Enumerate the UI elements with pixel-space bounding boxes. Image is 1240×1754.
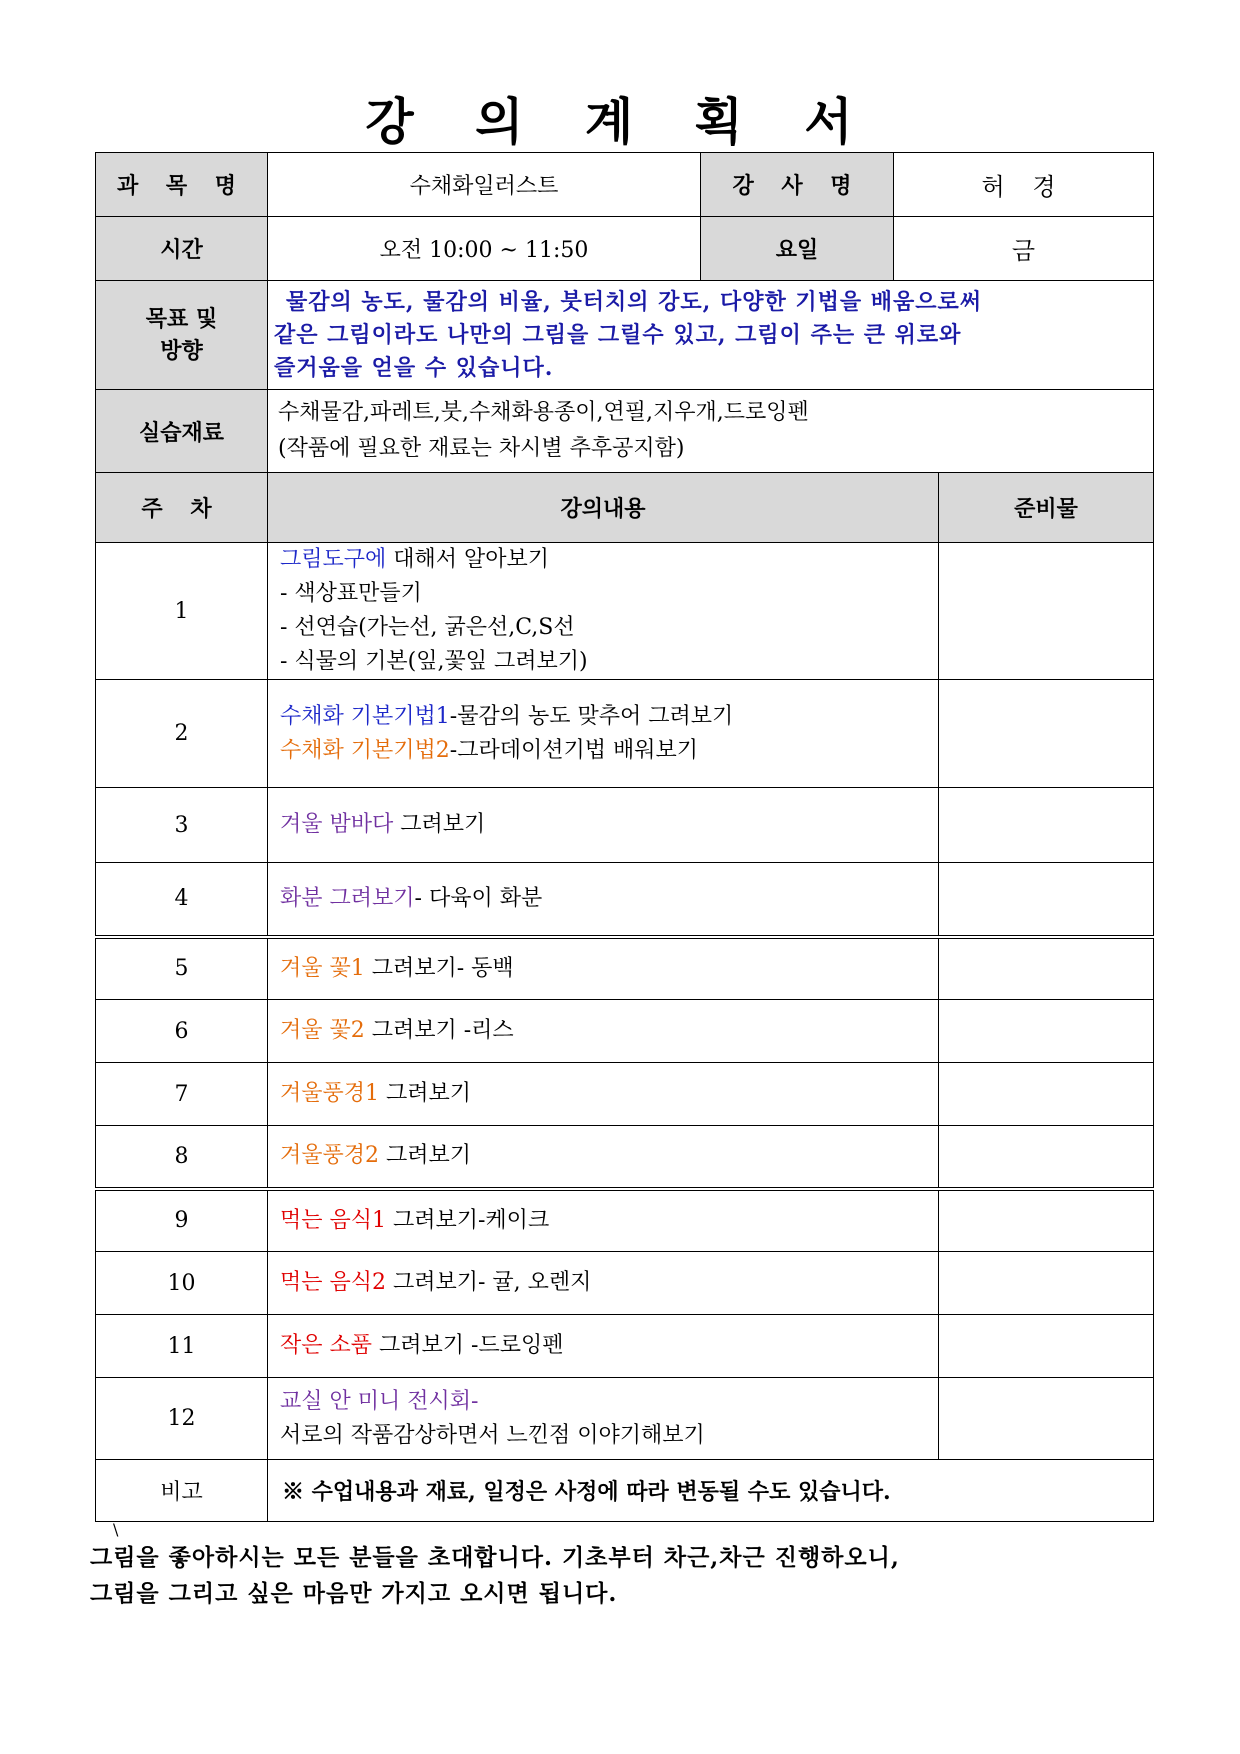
week-highlight: 겨울 꽃1 bbox=[280, 955, 365, 981]
prep-header: 준비물 bbox=[939, 473, 1154, 543]
subject-label: 과 목 명 bbox=[96, 153, 268, 217]
week-row-10 bbox=[96, 1252, 1154, 1315]
week-content bbox=[268, 788, 939, 863]
week-content bbox=[268, 1189, 939, 1252]
week-number: 12 bbox=[96, 1378, 268, 1460]
week-text: 그려보기 bbox=[393, 812, 486, 837]
week-prep bbox=[939, 1189, 1154, 1252]
week-content bbox=[268, 1126, 939, 1189]
goal-text-line-2: 같은 그림이라도 나만의 그림을 그릴수 있고, 그림이 주는 큰 위로와 bbox=[274, 321, 962, 348]
week-line-2: - 색상표만들기 bbox=[280, 581, 422, 606]
week-number: 2 bbox=[96, 680, 268, 788]
week-content bbox=[268, 1378, 939, 1460]
week-text: - 다육이 화분 bbox=[414, 885, 543, 911]
week-number: 6 bbox=[96, 1000, 268, 1063]
week-prep bbox=[939, 937, 1154, 1000]
week-prep bbox=[939, 680, 1154, 788]
week-prep bbox=[939, 1252, 1154, 1315]
week-text: 그려보기- 동백 bbox=[364, 955, 514, 981]
goal-label bbox=[96, 281, 268, 390]
materials-line-2: (작품에 필요한 재료는 차시별 추후공지함) bbox=[278, 436, 685, 461]
week-highlight: 겨울풍경1 bbox=[280, 1081, 380, 1106]
week-highlight: 그림도구에 bbox=[280, 547, 387, 572]
week-line-4: - 식물의 기본(잎,꽃잎 그려보기) bbox=[280, 649, 588, 674]
week-prep bbox=[939, 1126, 1154, 1189]
footer-line-2: 그림을 그리고 싶은 마음만 가지고 오시면 됩니다. bbox=[90, 1580, 618, 1607]
week-highlight: 수채화 기본기법1 bbox=[280, 703, 450, 729]
page-title: 강 의 계 획 서 bbox=[365, 93, 875, 151]
week-highlight: 화분 그려보기 bbox=[280, 885, 415, 911]
week-number: 9 bbox=[96, 1189, 268, 1252]
week-highlight: 겨울 밤바다 bbox=[280, 812, 394, 837]
week-row-8 bbox=[96, 1126, 1154, 1189]
instructor-label: 강 사 명 bbox=[701, 153, 894, 217]
content-header: 강의내용 bbox=[268, 473, 939, 543]
goal-text-line-3: 즐거움을 얻을 수 있습니다. bbox=[274, 354, 554, 381]
materials-row bbox=[96, 390, 1154, 473]
day-label: 요일 bbox=[701, 217, 894, 281]
week-number: 4 bbox=[96, 863, 268, 937]
week-row-2 bbox=[96, 680, 1154, 788]
subject-value: 수채화일러스트 bbox=[268, 153, 701, 217]
goal-text-line-1: 물감의 농도, 물감의 비율, 붓터치의 강도, 다양한 기법을 배움으로써 bbox=[286, 288, 983, 315]
week-text: 그려보기-케이크 bbox=[386, 1207, 550, 1233]
week-text: 그려보기 bbox=[379, 1081, 472, 1106]
week-line-3: - 선연습(가는선, 굵은선,C,S선 bbox=[280, 615, 575, 640]
week-header: 주 차 bbox=[96, 473, 268, 543]
week-number: 10 bbox=[96, 1252, 268, 1315]
week-highlight-2: 수채화 기본기법2 bbox=[280, 737, 450, 763]
remarks-row bbox=[96, 1460, 1154, 1522]
footer-invitation bbox=[90, 1540, 900, 1612]
stray-mark: \ bbox=[113, 1520, 119, 1539]
schedule-header-row bbox=[96, 473, 1154, 543]
week-text: 그려보기- 귤, 오렌지 bbox=[386, 1270, 592, 1295]
week-highlight: 먹는 음식1 bbox=[280, 1207, 386, 1233]
week-prep bbox=[939, 863, 1154, 937]
week-content bbox=[268, 1315, 939, 1378]
week-content bbox=[268, 1000, 939, 1063]
week-highlight: 작은 소품 bbox=[280, 1333, 373, 1358]
day-value: 금 bbox=[894, 217, 1154, 281]
week-text-2: -그라데이션기법 배워보기 bbox=[449, 737, 698, 763]
week-text: -물감의 농도 맞추어 그려보기 bbox=[449, 703, 734, 729]
week-line-2: 서로의 작품감상하면서 느낀점 이야기해보기 bbox=[280, 1422, 705, 1448]
week-row-3 bbox=[96, 788, 1154, 863]
remarks-text: ※ 수업내용과 재료, 일정은 사정에 따라 변동될 수도 있습니다. bbox=[268, 1460, 1154, 1522]
week-row-4 bbox=[96, 863, 1154, 937]
week-row-9 bbox=[96, 1189, 1154, 1252]
week-row-5 bbox=[96, 937, 1154, 1000]
week-prep bbox=[939, 543, 1154, 680]
week-highlight: 겨울풍경2 bbox=[280, 1143, 380, 1169]
week-content bbox=[268, 543, 939, 680]
week-number: 7 bbox=[96, 1063, 268, 1126]
week-prep bbox=[939, 1000, 1154, 1063]
goal-label-line-1: 목표 및 bbox=[145, 306, 218, 332]
materials-line-1: 수채물감,파레트,붓,수채화용종이,연필,지우개,드로잉펜 bbox=[278, 400, 809, 425]
week-row-12 bbox=[96, 1378, 1154, 1460]
week-number: 11 bbox=[96, 1315, 268, 1378]
week-content bbox=[268, 680, 939, 788]
week-row-11 bbox=[96, 1315, 1154, 1378]
week-text: 그려보기 -드로잉펜 bbox=[372, 1333, 564, 1358]
week-row-1 bbox=[96, 543, 1154, 680]
week-prep bbox=[939, 1378, 1154, 1460]
week-number: 1 bbox=[96, 543, 268, 680]
materials-text bbox=[268, 390, 1154, 473]
time-value: 오전 10:00 ~ 11:50 bbox=[268, 217, 701, 281]
week-prep bbox=[939, 788, 1154, 863]
week-highlight: 교실 안 미니 전시회- bbox=[280, 1388, 479, 1414]
week-prep bbox=[939, 1063, 1154, 1126]
week-content bbox=[268, 1252, 939, 1315]
week-highlight: 먹는 음식2 bbox=[280, 1270, 386, 1295]
time-label: 시간 bbox=[96, 217, 268, 281]
instructor-value: 허 경 bbox=[894, 153, 1154, 217]
week-prep bbox=[939, 1315, 1154, 1378]
week-text: 그려보기 -리스 bbox=[364, 1018, 514, 1043]
lecture-plan-table bbox=[95, 152, 1154, 1522]
week-content bbox=[268, 1063, 939, 1126]
week-row-7 bbox=[96, 1063, 1154, 1126]
week-row-6 bbox=[96, 1000, 1154, 1063]
week-number: 8 bbox=[96, 1126, 268, 1189]
goal-label-line-2: 방향 bbox=[160, 338, 203, 364]
materials-label: 실습재료 bbox=[96, 390, 268, 473]
week-highlight: 겨울 꽃2 bbox=[280, 1018, 365, 1043]
week-text: 그려보기 bbox=[379, 1143, 472, 1169]
week-text: 대해서 알아보기 bbox=[386, 547, 550, 572]
remarks-label: 비고 bbox=[96, 1460, 268, 1522]
time-row bbox=[96, 217, 1154, 281]
week-content bbox=[268, 937, 939, 1000]
week-number: 3 bbox=[96, 788, 268, 863]
goal-text bbox=[268, 281, 1154, 390]
goal-row bbox=[96, 281, 1154, 390]
week-content bbox=[268, 863, 939, 937]
footer-line-1: 그림을 좋아하시는 모든 분들을 초대합니다. 기초부터 차근,차근 진행하오니, bbox=[90, 1544, 900, 1571]
subject-row bbox=[96, 153, 1154, 217]
week-number: 5 bbox=[96, 937, 268, 1000]
